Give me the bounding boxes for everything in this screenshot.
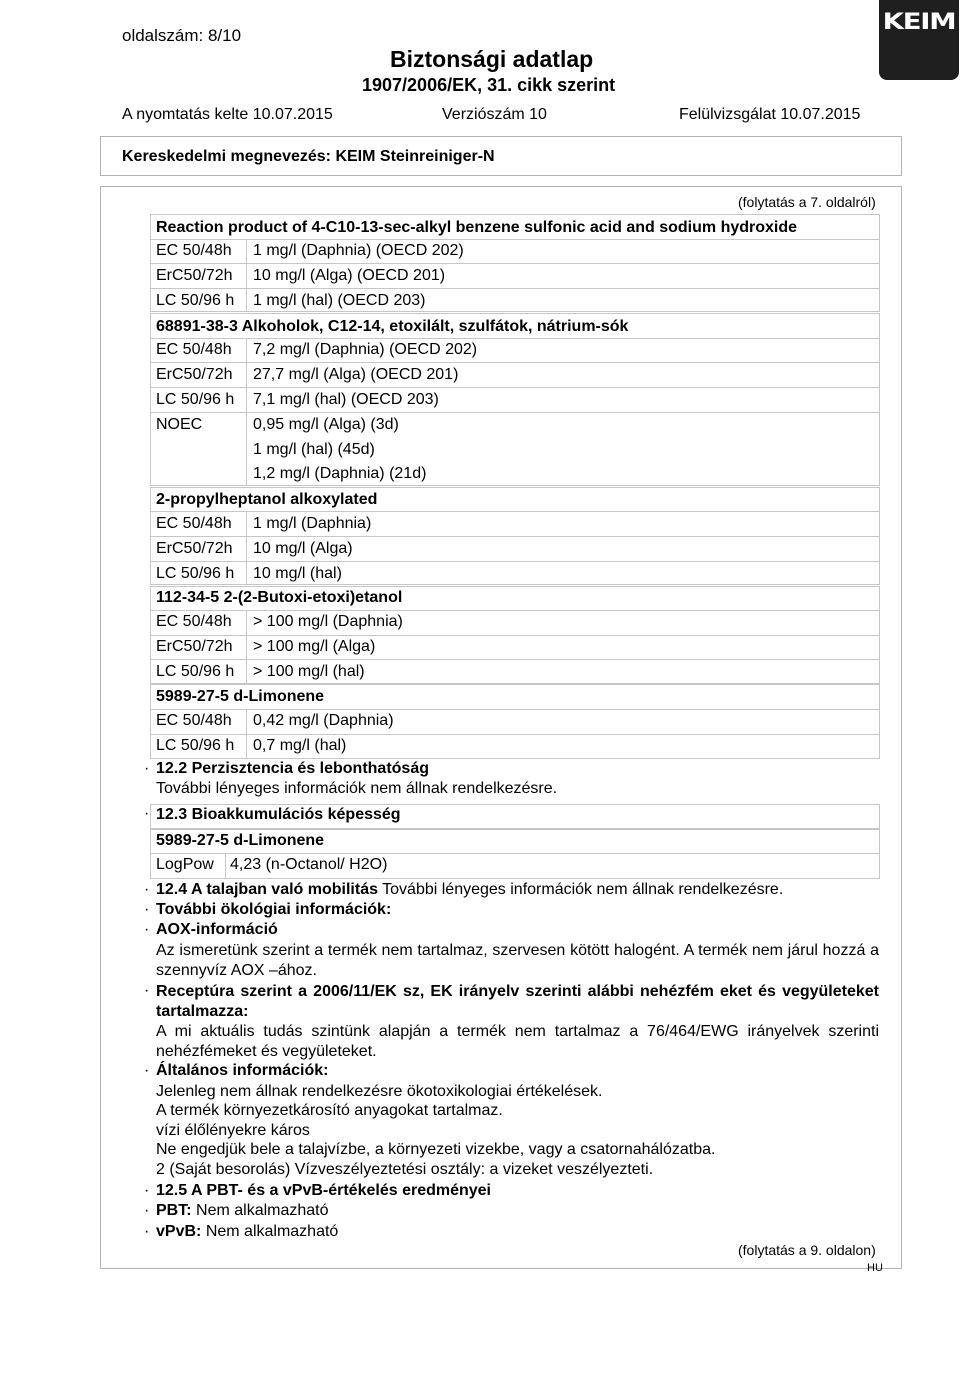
row-value: 1 mg/l (Daphnia) (OECD 202) bbox=[253, 242, 464, 259]
general-info-line: 2 (Saját besorolás) Vízveszélyeztetési osztály: a vizeket veszélyezteti. bbox=[156, 1161, 654, 1178]
row-value: 1 mg/l (Daphnia) bbox=[253, 515, 372, 532]
row-value: 7,1 mg/l (hal) (OECD 203) bbox=[253, 391, 439, 408]
column-divider bbox=[246, 239, 247, 312]
row-value: 7,2 mg/l (Daphnia) (OECD 202) bbox=[253, 341, 478, 358]
general-info-line: A termék környezetkárosító anyagokat tartalmaz. bbox=[156, 1102, 503, 1119]
section-12-5-title: 12.5 A PBT- és a vPvB-értékelés eredményei bbox=[156, 1182, 491, 1199]
bullet: · bbox=[144, 1182, 150, 1199]
page-number: oldalszám: 8/10 bbox=[122, 26, 242, 45]
row-key: EC 50/48h bbox=[156, 613, 232, 630]
row-value: 0,42 mg/l (Daphnia) bbox=[253, 712, 394, 729]
substance-title: 5989-27-5 d-Limonene bbox=[156, 688, 325, 705]
row-key: LC 50/96 h bbox=[156, 292, 235, 309]
bullet: · bbox=[144, 1202, 150, 1219]
general-info-line: vízi élőlényekre káros bbox=[156, 1122, 310, 1139]
language-code: HU bbox=[867, 1262, 883, 1274]
bullet: · bbox=[144, 901, 150, 918]
row-key: LC 50/96 h bbox=[156, 391, 235, 408]
row-key: EC 50/48h bbox=[156, 242, 232, 259]
row-value: 10 mg/l (Alga) (OECD 201) bbox=[253, 267, 446, 284]
row-key: ErC50/72h bbox=[156, 366, 233, 383]
row-value: > 100 mg/l (Alga) bbox=[253, 638, 376, 655]
row-key: LC 50/96 h bbox=[156, 565, 235, 582]
recipe-title: Receptúra szerint a 2006/11/EK sz, EK irányelv szerinti alábbi nehézfém eket és vegyületeket tartalmazza: bbox=[156, 983, 879, 1020]
bullet: · bbox=[144, 982, 150, 999]
row-value: 0,7 mg/l (hal) bbox=[253, 737, 347, 754]
recipe-text: A mi aktuális tudás szintünk alapján a termék nem tartalmaz a 76/464/EWG irányelvek szerinti nehézfémeket és vegyületeket. bbox=[156, 1023, 879, 1060]
row-value: 0,95 mg/l (Alga) (3d) bbox=[253, 416, 399, 433]
section-12-3-title: 12.3 Bioakkumulációs képesség bbox=[156, 806, 401, 823]
keim-logo bbox=[879, 0, 959, 80]
row-key: EC 50/48h bbox=[156, 712, 232, 729]
row-value: 27,7 mg/l (Alga) (OECD 201) bbox=[253, 366, 459, 383]
substance-title: 68891-38-3 Alkoholok, C12-14, etoxilált, szulfátok, nátrium-sók bbox=[156, 318, 629, 335]
logo-text: KEIM bbox=[882, 10, 956, 35]
row-key: LC 50/96 h bbox=[156, 663, 235, 680]
row-key: LogPow bbox=[156, 856, 214, 873]
column-divider bbox=[225, 853, 226, 879]
row-value: 1,2 mg/l (Daphnia) (21d) bbox=[253, 465, 427, 482]
continued-from: (folytatás a 7. oldalról) bbox=[738, 194, 876, 210]
section-12-2-text: További lényeges információk nem állnak rendelkezésre. bbox=[156, 780, 558, 797]
section-12-2-title: 12.2 Perzisztencia és lebonthatóság bbox=[156, 760, 429, 777]
row-key: ErC50/72h bbox=[156, 267, 233, 284]
substance-title: 112-34-5 2-(2-Butoxi-etoxi)etanol bbox=[156, 589, 403, 606]
vpvb-value: Nem alkalmazható bbox=[205, 1223, 339, 1240]
substance-title: 2-propylheptanol alkoxylated bbox=[156, 491, 378, 508]
regulation-subtitle: 1907/2006/EK, 31. cikk szerint bbox=[362, 75, 616, 95]
row-key: NOEC bbox=[156, 416, 203, 433]
version-number: Verziószám 10 bbox=[442, 106, 547, 123]
document-title: Biztonsági adatlap bbox=[390, 46, 594, 72]
bullet: · bbox=[144, 805, 150, 822]
general-info-line: Jelenleg nem állnak rendelkezésre ökotoxikologiai értékelések. bbox=[156, 1083, 603, 1100]
pbt-label: PBT: bbox=[156, 1202, 192, 1219]
general-info-line: Ne engedjük bele a talajvízbe, a környezeti vizekbe, vagy a csatornahálózatba. bbox=[156, 1141, 716, 1158]
row-value: > 100 mg/l (Daphnia) bbox=[253, 613, 403, 630]
section-12-4-text: További lényeges információk nem állnak rendelkezésre. bbox=[382, 881, 784, 898]
eco-info-title: További ökológiai információk: bbox=[156, 901, 392, 918]
section-12-4-title: 12.4 A talajban való mobilitás bbox=[156, 881, 378, 898]
bullet: · bbox=[144, 921, 150, 938]
bullet: · bbox=[144, 1223, 150, 1240]
row-value: 4,23 (n-Octanol/ H2O) bbox=[230, 856, 388, 873]
vpvb-label: vPvB: bbox=[156, 1223, 202, 1240]
row-value: 1 mg/l (hal) (45d) bbox=[253, 441, 375, 458]
aox-text: Az ismeretünk szerint a termék nem tartalmaz, szervesen kötött halogént. A termék nem járul hozzá a szennyvíz AOX –ához. bbox=[156, 942, 879, 979]
column-divider bbox=[246, 511, 247, 585]
column-divider bbox=[246, 610, 247, 684]
bullet: · bbox=[144, 1062, 150, 1079]
trade-name: Kereskedelmi megnevezés: KEIM Steinreiniger-N bbox=[122, 148, 495, 165]
row-value: 1 mg/l (hal) (OECD 203) bbox=[253, 292, 426, 309]
continued-to: (folytatás a 9. oldalon) bbox=[738, 1242, 876, 1258]
row-key: ErC50/72h bbox=[156, 638, 233, 655]
substance-title: 5989-27-5 d-Limonene bbox=[156, 832, 325, 849]
trade-name-box bbox=[100, 136, 902, 176]
row-key: EC 50/48h bbox=[156, 515, 232, 532]
pbt-value: Nem alkalmazható bbox=[196, 1202, 329, 1219]
row-key: ErC50/72h bbox=[156, 540, 233, 557]
substance-title: Reaction product of 4-C10-13-sec-alkyl benzene sulfonic acid and sodium hydroxide bbox=[156, 219, 798, 236]
aox-title: AOX-információ bbox=[156, 921, 278, 938]
general-info-title: Általános információk: bbox=[156, 1062, 329, 1079]
bullet: · bbox=[144, 881, 150, 898]
row-value: > 100 mg/l (hal) bbox=[253, 663, 365, 680]
row-key: LC 50/96 h bbox=[156, 737, 235, 754]
row-key: EC 50/48h bbox=[156, 341, 232, 358]
bullet: · bbox=[144, 760, 150, 777]
row-value: 10 mg/l (Alga) bbox=[253, 540, 353, 557]
review-date: Felülvizsgálat 10.07.2015 bbox=[679, 106, 861, 123]
print-date: A nyomtatás kelte 10.07.2015 bbox=[122, 106, 333, 123]
row-value: 10 mg/l (hal) bbox=[253, 565, 342, 582]
